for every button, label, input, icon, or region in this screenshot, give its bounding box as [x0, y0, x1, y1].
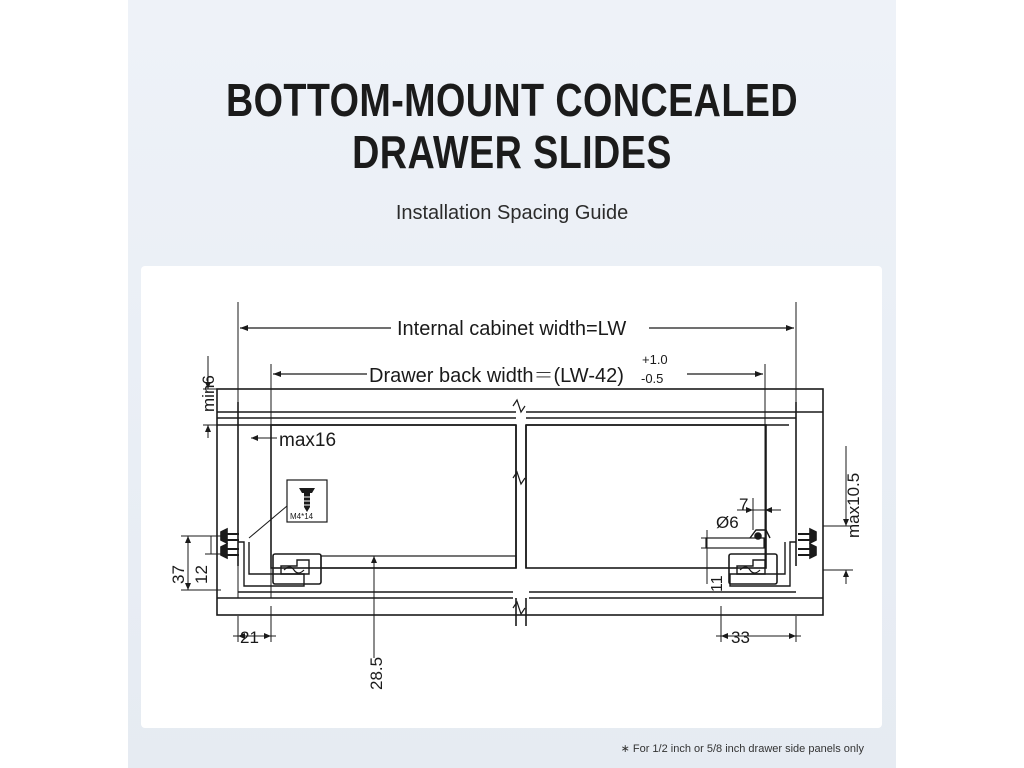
- break-symbol-top: [513, 400, 525, 412]
- left-rail: [273, 554, 321, 584]
- dim-11-label: 11: [709, 575, 726, 592]
- dim-33-label: 33: [731, 628, 750, 647]
- max16-label: max16: [279, 430, 337, 451]
- screw-icon: [299, 488, 315, 512]
- min6-label: min6: [199, 375, 218, 412]
- left-screw-icon: [221, 529, 239, 558]
- tolerance-upper: +1.0: [642, 352, 668, 367]
- max10-5-label: max10.5: [844, 472, 863, 538]
- page-title: [197, 74, 827, 178]
- internal-width-label: Internal cabinet width=LW: [397, 318, 627, 340]
- page-subtitle: Installation Spacing Guide: [395, 202, 629, 224]
- break-symbol-bottom: [513, 602, 525, 614]
- title-line-1: BOTTOM-MOUNT CONCEALED: [225, 74, 798, 126]
- break-symbol-mid: [513, 472, 525, 484]
- dim-21-label: 21: [240, 628, 259, 647]
- dim-37-label: 37: [169, 565, 188, 584]
- dim-7-label: 7: [739, 495, 749, 514]
- drawer-box-right: [526, 425, 766, 568]
- drawer-back-label: Drawer back width＝(LW-42): [369, 365, 624, 387]
- dim-6-label: Ø6: [716, 513, 739, 532]
- right-screw-icon: [798, 529, 816, 558]
- diagram-panel: [141, 266, 882, 728]
- footnote: ∗ For 1/2 inch or 5/8 inch drawer side panels only: [620, 743, 864, 755]
- product-infographic: [128, 0, 896, 768]
- tolerance-lower: -0.5: [641, 371, 664, 386]
- dim-28-5-label: 28.5: [367, 656, 386, 690]
- title-line-2: DRAWER SLIDES: [352, 126, 672, 178]
- dim-12-label: 12: [192, 565, 211, 584]
- screw-label: M4*14: [290, 512, 314, 521]
- right-rail: [729, 554, 777, 584]
- installation-diagram: [141, 266, 882, 728]
